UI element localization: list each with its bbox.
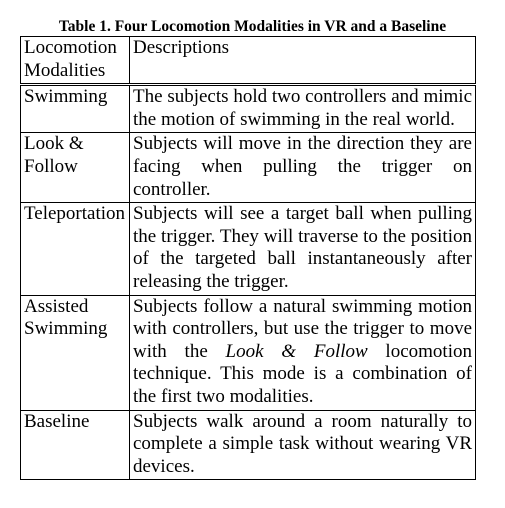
description-cell: Subjects will move in the direction they are facing when pulling the trigger on controller. <box>130 133 476 203</box>
description-cell: Subjects walk around a room naturally to complete a simple task without wearing VR devices. <box>130 410 476 480</box>
header-modalities: Locomotion Modalities <box>21 37 130 85</box>
locomotion-table <box>20 36 476 480</box>
table-caption: Table 1. Four Locomotion Modalities in VR and a Baseline <box>58 18 447 35</box>
table-row <box>21 203 476 295</box>
description-text: Subjects follow a natural swimming motion with controllers, but use the trigger to move with the <box>133 295 472 362</box>
table-row <box>21 133 476 203</box>
table-header-row <box>21 37 476 85</box>
modality-cell: Teleportation <box>21 203 130 295</box>
description-cell <box>130 295 476 410</box>
modality-cell: Look & Follow <box>21 133 130 203</box>
header-descriptions: Descriptions <box>130 37 476 85</box>
description-text: locomotion technique. This mode is a combination of the first two modalities. <box>133 340 472 407</box>
table-row <box>21 410 476 480</box>
technique-name: Look & Follow <box>225 340 368 362</box>
modality-cell: Baseline <box>21 410 130 480</box>
description-cell: The subjects hold two controllers and mimic the motion of swimming in the real world. <box>130 85 476 133</box>
modality-cell: Assisted Swimming <box>21 295 130 410</box>
table-row <box>21 85 476 133</box>
description-cell: Subjects will see a target ball when pulling the trigger. They will traverse to the position of the targeted ball instantaneously after releasing the trigger. <box>130 203 476 295</box>
table-row <box>21 295 476 410</box>
modality-cell: Swimming <box>21 85 130 133</box>
